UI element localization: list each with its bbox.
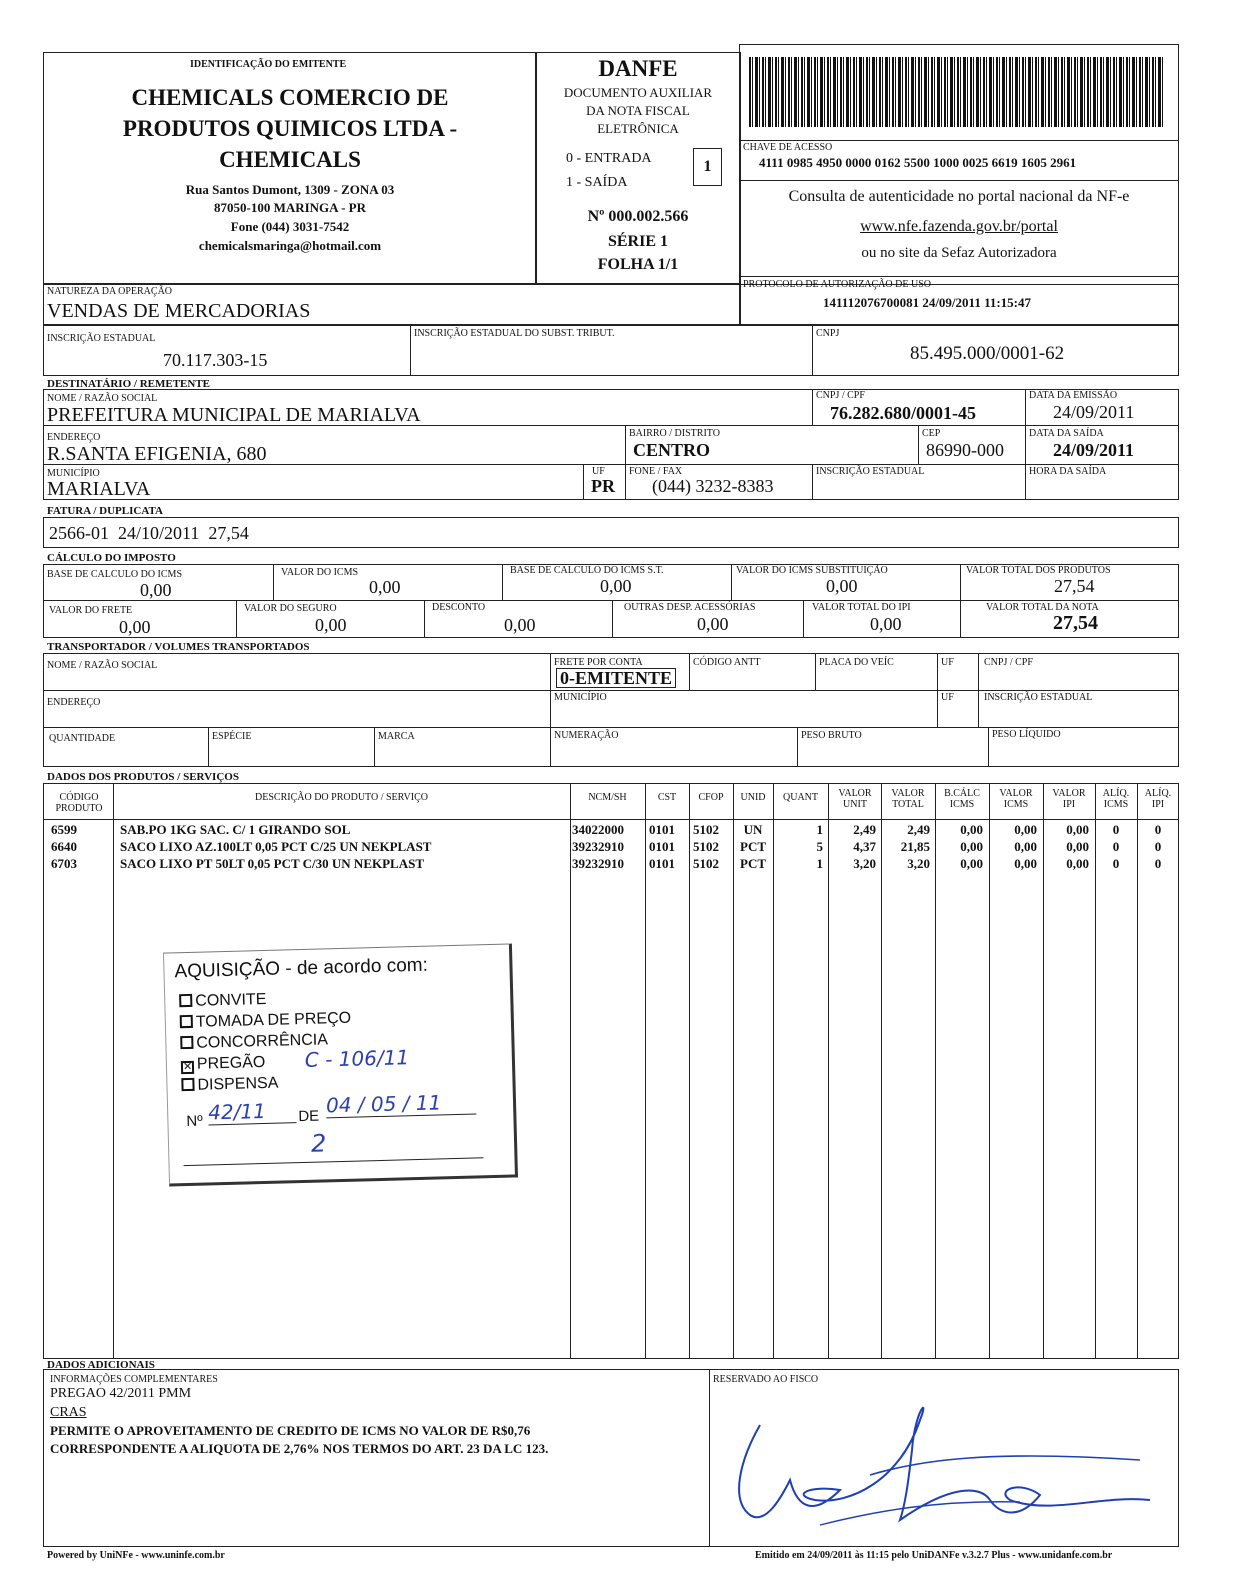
dest-saida-label: DATA DA SAÍDA [1029, 428, 1104, 439]
valor-icms: 0,00 [369, 577, 401, 597]
transp-endereco-label: ENDEREÇO [47, 697, 101, 708]
dest-cep-label: CEP [922, 428, 941, 439]
table-row-cell: 0 [1112, 839, 1120, 854]
table-row-cell: 1 [816, 856, 823, 871]
stamp-title: AQUISIÇÃO - de acordo com: [174, 954, 429, 983]
danfe-subtitle2: DA NOTA FISCAL [586, 103, 690, 118]
emitente-name-line2: PRODUTOS QUIMICOS LTDA - [122, 116, 458, 141]
transportador-section-label: TRANSPORTADOR / VOLUMES TRANSPORTADOS [47, 641, 310, 653]
transp-quantidade-label: QUANTIDADE [49, 733, 116, 744]
outras-label: OUTRAS DESP. ACESSÓRIAS [624, 602, 756, 613]
transp-marca-label: MARCA [378, 731, 415, 742]
danfe-entrada: 0 - ENTRADA [566, 151, 652, 166]
stamp-pregao-handwriting: C - 106/11 [304, 1045, 410, 1072]
dest-nome-label: NOME / RAZÃO SOCIAL [47, 393, 158, 404]
dest-saida: 24/09/2011 [1053, 440, 1135, 460]
emitente-city: 87050-100 MARINGA - PR [213, 200, 366, 215]
table-row-cell: 4,37 [853, 839, 876, 854]
emitente-phone: Fone (044) 3031-7542 [230, 219, 350, 234]
fatura-texto: 2566-01 24/10/2011 27,54 [49, 523, 249, 543]
transp-uf2-label: UF [941, 692, 954, 703]
checked-checkbox-icon: ✕ [182, 1060, 193, 1074]
table-row-cell: 39232910 [572, 839, 624, 854]
transp-placa-label: PLACA DO VEÍC [819, 657, 894, 668]
col-header-aliq-ipi: ALÍQ. IPI [1144, 788, 1172, 810]
total-prod: 27,54 [1054, 576, 1095, 596]
stamp-option-convite: CONVITE [179, 991, 267, 1011]
emitente-email: chemicalsmaringa@hotmail.com [198, 238, 382, 253]
base-icms: 0,00 [140, 580, 172, 600]
signature-image [720, 1390, 1160, 1540]
icms-sub: 0,00 [826, 576, 858, 596]
col-header-descricao: DESCRIÇÃO DO PRODUTO / SERVIÇO [255, 792, 428, 803]
valor-icms-label: VALOR DO ICMS [281, 567, 359, 578]
danfe-folha: FOLHA 1/1 [597, 256, 679, 273]
checkbox-icon [180, 1015, 193, 1028]
danfe-subtitle3: ELETRÔNICA [597, 121, 679, 136]
chave-label: CHAVE DE ACESSO [743, 142, 833, 153]
table-row-cell: 2,49 [853, 822, 876, 837]
col-header-unid: UNID [740, 792, 766, 803]
transp-nome-label: NOME / RAZÃO SOCIAL [47, 660, 158, 671]
col-header-aliq-icms: ALÍQ. ICMS [1102, 788, 1130, 810]
ipi: 0,00 [870, 614, 902, 634]
frete: 0,00 [119, 617, 151, 637]
table-row-cell: 5102 [693, 856, 719, 871]
transp-ie-label: INSCRIÇÃO ESTADUAL [984, 692, 1093, 703]
stamp-option-concorrencia: CONCORRÊNCIA [180, 1031, 328, 1053]
total-nota-label: VALOR TOTAL DA NOTA [986, 602, 1099, 613]
col-header-valor-unit: VALOR UNIT [838, 788, 872, 810]
emitente-section-label: IDENTIFICAÇÃO DO EMITENTE [190, 59, 347, 70]
table-row-cell: PCT [740, 839, 766, 854]
total-prod-label: VALOR TOTAL DOS PRODUTOS [966, 565, 1111, 576]
dest-cnpj-label: CNPJ / CPF [816, 390, 865, 401]
table-row-cell: 5102 [693, 822, 719, 837]
outras: 0,00 [697, 614, 729, 634]
table-row-cell: 0,00 [1066, 839, 1089, 854]
dest-nome: PREFEITURA MUNICIPAL DE MARIALVA [47, 404, 421, 426]
stamp-bottom-line [184, 1157, 484, 1166]
frete-label: VALOR DO FRETE [49, 605, 133, 616]
table-row-cell: 0,00 [1066, 822, 1089, 837]
transp-frete: 0-EMITENTE [556, 668, 676, 688]
ie-label: INSCRIÇÃO ESTADUAL [47, 333, 156, 344]
table-row-cell: SACO LIXO PT 50LT 0,05 PCT C/30 UN NEKPLAST [120, 856, 425, 871]
info-label: INFORMAÇÕES COMPLEMENTARES [50, 1374, 218, 1385]
transp-numeracao-label: NUMERAÇÃO [554, 730, 619, 741]
info-line4: CORRESPONDENTE A ALIQUOTA DE 2,76% NOS TERMOS DO ART. 23 DA LC 123. [50, 1441, 549, 1456]
base-st-label: BASE DE CALCULO DO ICMS S.T. [510, 565, 664, 576]
stamp-option-dispensa: DISPENSA [181, 1075, 278, 1096]
dest-municipio: MARIALVA [47, 478, 151, 500]
ipi-label: VALOR TOTAL DO IPI [812, 602, 911, 613]
stamp-data: 04 / 05 / 11 [326, 1089, 477, 1118]
dest-fone: (044) 3232-8383 [652, 476, 774, 496]
col-header-valor-ipi: VALOR IPI [1052, 788, 1086, 810]
dest-ie-label: INSCRIÇÃO ESTADUAL [816, 466, 925, 477]
fatura-section-label: FATURA / DUPLICATA [47, 505, 163, 517]
table-row-cell: 0,00 [960, 839, 983, 854]
table-row-cell: 5102 [693, 839, 719, 854]
danfe-serie: SÉRIE 1 [607, 233, 669, 250]
stamp-de-label: DE [298, 1107, 320, 1126]
table-row-cell: 3,20 [853, 856, 876, 871]
table-row-cell: 0101 [649, 839, 675, 854]
stamp-option-tomada: TOMADA DE PREÇO [180, 1010, 352, 1032]
emitente-name-line1: CHEMICALS COMERCIO DE [131, 85, 449, 110]
dest-cep: 86990-000 [926, 440, 1004, 460]
table-row-cell: 39232910 [572, 856, 624, 871]
dest-municipio-label: MUNICÍPIO [47, 468, 100, 479]
table-row-cell: SAB.PO 1KG SAC. C/ 1 GIRANDO SOL [120, 822, 351, 837]
transp-liquido-label: PESO LÍQUIDO [992, 729, 1061, 740]
ie-st-label: INSCRIÇÃO ESTADUAL DO SUBST. TRIBUT. [414, 328, 615, 339]
transp-antt-label: CÓDIGO ANTT [693, 657, 761, 668]
danfe-numero: Nº 000.002.566 [587, 208, 689, 225]
dest-fone-label: FONE / FAX [629, 466, 683, 477]
total-nota: 27,54 [1053, 612, 1098, 634]
table-row-cell: 0 [1154, 822, 1162, 837]
portal-link[interactable]: www.nfe.fazenda.gov.br/portal [860, 218, 1058, 235]
transp-cnpj-label: CNPJ / CPF [984, 657, 1033, 668]
dest-bairro: CENTRO [633, 440, 711, 460]
danfe-title: DANFE [598, 56, 678, 81]
col-header-codigo: CÓDIGO PRODUTO [55, 792, 103, 814]
dest-cnpj: 76.282.680/0001-45 [830, 403, 976, 423]
table-row-cell: 3,20 [907, 856, 930, 871]
table-row-cell: 0,00 [1014, 839, 1037, 854]
base-st: 0,00 [600, 576, 632, 596]
fisco-label: RESERVADO AO FISCO [713, 1374, 819, 1385]
table-row-cell: 5 [816, 839, 823, 854]
stamp-mark: 2 [310, 1129, 327, 1158]
transp-especie-label: ESPÉCIE [212, 731, 252, 742]
emit-cnpj-label: CNPJ [816, 328, 840, 339]
table-row-cell: PCT [740, 856, 766, 871]
col-header-valor-total: VALOR TOTAL [891, 788, 925, 810]
dest-hora-label: HORA DA SAÍDA [1029, 466, 1107, 477]
table-row-cell: 6703 [51, 856, 77, 871]
col-header-bcalc-icms: B.CÁLC ICMS [944, 788, 980, 810]
destinatario-section-label: DESTINATÁRIO / REMETENTE [47, 378, 210, 390]
table-row-cell: 0,00 [960, 856, 983, 871]
table-row-cell: 6599 [51, 822, 77, 837]
produtos-section-label: DADOS DOS PRODUTOS / SERVIÇOS [47, 771, 239, 783]
desconto: 0,00 [504, 615, 536, 635]
dest-emissao-label: DATA DA EMISSÃO [1029, 390, 1118, 401]
table-row-cell: 0,00 [1014, 822, 1037, 837]
dest-endereco: R.SANTA EFIGENIA, 680 [47, 443, 267, 465]
imposto-section-label: CÁLCULO DO IMPOSTO [47, 552, 176, 564]
col-header-cfop: CFOP [698, 792, 724, 803]
info-line1: PREGAO 42/2011 PMM [50, 1386, 192, 1401]
transp-uf-label: UF [941, 657, 954, 668]
table-row-cell: 0 [1154, 839, 1162, 854]
transp-frete-label: FRETE POR CONTA [554, 657, 643, 668]
table-row-cell: 0,00 [1014, 856, 1037, 871]
danfe-tipo-box: 1 [693, 148, 722, 186]
natureza-label: NATUREZA DA OPERAÇÃO [47, 286, 173, 297]
table-row-cell: 0101 [649, 822, 675, 837]
seguro: 0,00 [315, 615, 347, 635]
dest-endereco-label: ENDEREÇO [47, 432, 101, 443]
table-row-cell: 21,85 [900, 839, 930, 854]
consulta-text: Consulta de autenticidade no portal nacional da NF-e [788, 188, 1130, 205]
table-row-cell: 0101 [649, 856, 675, 871]
chave-acesso: 4111 0985 4950 0000 0162 5500 1000 0025 6619 1605 2961 [759, 155, 1077, 170]
table-row-cell: UN [743, 822, 763, 837]
col-header-quant: QUANT [783, 792, 818, 803]
emit-cnpj-value: 85.495.000/0001-62 [910, 343, 1065, 364]
table-row-cell: 0,00 [960, 822, 983, 837]
dest-bairro-label: BAIRRO / DISTRITO [629, 428, 720, 439]
stamp-numero: 42/11 [208, 1098, 297, 1125]
table-row-cell: 1 [816, 822, 823, 837]
protocolo-label: PROTOCOLO DE AUTORIZAÇÃO DE USO [743, 279, 931, 290]
dest-emissao: 24/09/2011 [1053, 402, 1135, 422]
dest-uf-label: UF [592, 466, 605, 477]
protocolo-value: 141112076700081 24/09/2011 11:15:47 [823, 295, 1032, 310]
table-row-cell: 2,49 [907, 822, 930, 837]
col-header-ncm: NCM/SH [588, 792, 627, 803]
emitente-address: Rua Santos Dumont, 1309 - ZONA 03 [185, 182, 395, 197]
info-line3: PERMITE O APROVEITAMENTO DE CREDITO DE ICMS NO VALOR DE R$0,76 [50, 1423, 531, 1438]
col-header-valor-icms: VALOR ICMS [999, 788, 1033, 810]
natureza-value: VENDAS DE MERCADORIAS [47, 300, 311, 322]
table-row-cell: 0 [1154, 856, 1162, 871]
table-row-cell: 0 [1112, 856, 1120, 871]
desconto-label: DESCONTO [432, 602, 486, 613]
stamp-option-pregao: ✕ PREGÃO [182, 1053, 266, 1074]
base-icms-label: BASE DE CALCULO DO ICMS [47, 569, 183, 580]
checkbox-icon [181, 1078, 194, 1091]
transp-municipio-label: MUNICÍPIO [554, 692, 607, 703]
footer-right: Emitido em 24/09/2011 às 11:15 pelo UniDANFe v.3.2.7 Plus - www.unidanfe.com.br [755, 1550, 1113, 1561]
sefaz-text: ou no site da Sefaz Autorizadora [861, 245, 1057, 261]
adicionais-section-label: DADOS ADICIONAIS [47, 1359, 155, 1371]
transp-bruto-label: PESO BRUTO [801, 730, 862, 741]
checkbox-icon [180, 1036, 193, 1049]
ie-value: 70.117.303-15 [163, 350, 268, 370]
acquisition-stamp [163, 943, 518, 1186]
danfe-subtitle1: DOCUMENTO AUXILIAR [563, 85, 713, 100]
table-row-cell: 34022000 [572, 822, 624, 837]
footer-left: Powered by UniNFe - www.uninfe.com.br [47, 1550, 225, 1561]
table-row-cell: SACO LIXO AZ.100LT 0,05 PCT C/25 UN NEKPLAST [120, 839, 432, 854]
table-row-cell: 6640 [51, 839, 77, 854]
info-line2: CRAS [50, 1405, 87, 1420]
icms-sub-label: VALOR DO ICMS SUBSTITUIÇÃO [736, 565, 888, 576]
dest-uf: PR [591, 476, 615, 496]
table-row-cell: 0 [1112, 822, 1120, 837]
col-header-cst: CST [657, 792, 677, 803]
danfe-saida: 1 - SAÍDA [566, 175, 628, 190]
seguro-label: VALOR DO SEGURO [244, 603, 337, 614]
emitente-name-line3: CHEMICALS [219, 147, 361, 172]
table-row-cell: 0,00 [1066, 856, 1089, 871]
checkbox-icon [179, 994, 192, 1007]
barcode-image [749, 57, 1164, 127]
stamp-numero-label: Nº [186, 1112, 203, 1131]
